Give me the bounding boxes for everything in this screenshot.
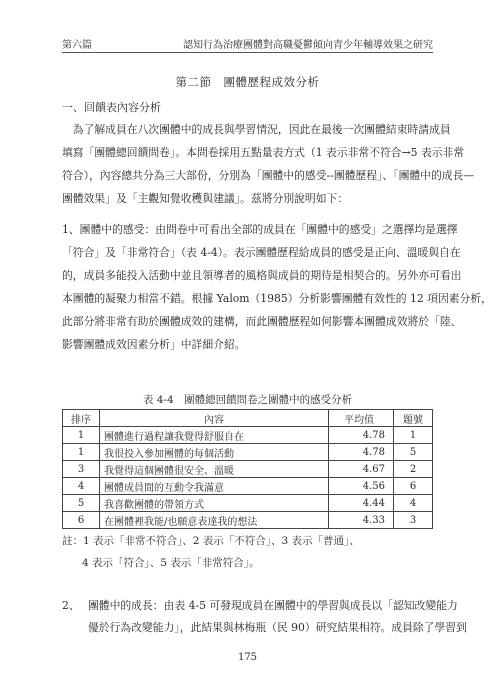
subsection-title: 一、回饋表內容分析 — [62, 101, 161, 114]
cell-rank: 5 — [63, 495, 100, 512]
header-mean: 平均值 — [329, 410, 394, 427]
paragraph-intro — [62, 118, 475, 210]
table-row — [63, 461, 433, 478]
cell-mean: 4.33 — [329, 512, 394, 529]
item-text — [88, 595, 467, 639]
cell-content: 我覺得這個團體很安全、溫暖 — [100, 461, 329, 478]
cell-content: 我喜歡團體的帶領方式 — [100, 495, 329, 512]
cell-content: 在團體裡我能/也願意表達我的想法 — [100, 512, 329, 529]
header-content: 內容 — [100, 410, 329, 427]
cell-item: 5 — [394, 444, 433, 461]
cell-mean: 4.56 — [329, 478, 394, 495]
cell-mean: 4.67 — [329, 461, 394, 478]
table-row — [63, 444, 433, 461]
cell-item: 2 — [394, 461, 433, 478]
cell-content: 我很投入參加團體的每個活動 — [100, 444, 329, 461]
paragraph-line: 的，成員多能投入活動中並且領導者的風格與成員的期待是相契合的。另外亦可看出 — [62, 269, 462, 282]
cell-item: 4 — [394, 495, 433, 512]
table-header-row — [63, 410, 433, 427]
cell-rank: 1 — [63, 427, 100, 444]
header-chapter: 第六篇 — [62, 40, 92, 51]
cell-mean: 4.78 — [329, 427, 394, 444]
table-caption: 表 4-4 團體總回饋問卷之團體中的感受分析 — [142, 394, 353, 406]
paragraph-feelings — [62, 218, 492, 356]
paragraph-line: 本團體的凝聚力相當不錯。根據 Yalom（1985）分析影響團體有效性的 12 項因素分析， — [62, 292, 492, 305]
item-line: 優於行為改變能力」，此結果與林梅瓶（民 90）研究結果相符。成員除了學習到 — [88, 621, 467, 634]
paragraph-line: 團體效果」及「主觀知覺收穫與建議」。茲將分別說明如下： — [62, 192, 349, 205]
cell-content: 團體成員間的互動令我滿意 — [100, 478, 329, 495]
header-running-title: 認知行為治療團體對高職憂鬱傾向青少年輔導效果之研究 — [183, 40, 433, 51]
note-line: 4 表示「符合」、5 表示「非常符合」。 — [82, 557, 260, 569]
item-number: 2、 — [62, 599, 80, 612]
table-notes — [62, 530, 360, 574]
paragraph-line: 1、團體中的感受：由問卷中可看出全部的成員在「團體中的感受」之選擇均是選擇 — [62, 223, 458, 236]
paragraph-line: 符合），內容總共分為三大部份，分別為「團體中的感受--團體歷程」、「團體中的成長— — [62, 169, 475, 182]
paragraph-line: 為了解成員在八次團體中的成長與學習情況，因此在最後一次團體結束時請成員 — [62, 123, 451, 136]
table-row — [63, 512, 433, 529]
paragraph-line: 影響團體成效因素分析」中詳細介紹。 — [62, 338, 246, 351]
table-row — [63, 495, 433, 512]
table-row — [63, 427, 433, 444]
cell-mean: 4.44 — [329, 495, 394, 512]
cell-item: 3 — [394, 512, 433, 529]
paragraph-line: 「符合」及「非常符合」（表 4-4）。表示團體歷程給成員的感受是正向、溫暖與自在 — [62, 246, 461, 259]
section-title: 第二節 團體歷程成效分析 — [175, 75, 320, 89]
paragraph-line: 此部分將非常有助於團體成效的建構，而此團體歷程如何影響本團體成效將於「陸、 — [62, 315, 462, 328]
cell-item: 1 — [394, 427, 433, 444]
cell-content: 團體進行過程讓我覺得舒服自在 — [100, 427, 329, 444]
header-rank: 排序 — [63, 410, 100, 427]
table-row — [63, 478, 433, 495]
cell-mean: 4.78 — [329, 444, 394, 461]
header-item: 題號 — [394, 410, 433, 427]
cell-rank: 4 — [63, 478, 100, 495]
feelings-table — [62, 409, 433, 529]
cell-rank: 6 — [63, 512, 100, 529]
cell-rank: 3 — [63, 461, 100, 478]
note-line: 註：1 表示「非常不符合」、2 表示「不符合」、3 表示「普通」、 — [62, 535, 360, 547]
cell-item: 6 — [394, 478, 433, 495]
page-number: 175 — [237, 652, 258, 663]
header-divider — [62, 52, 433, 53]
cell-rank: 1 — [63, 444, 100, 461]
item-line: 團體中的成長：由表 4-5 可發現成員在團體中的學習與成長以「認知改變能力 — [88, 599, 458, 612]
paragraph-line: 填寫「團體總回饋問卷」。本問卷採用五點量表方式（1 表示非常不符合→5 表示非常 — [62, 146, 465, 159]
